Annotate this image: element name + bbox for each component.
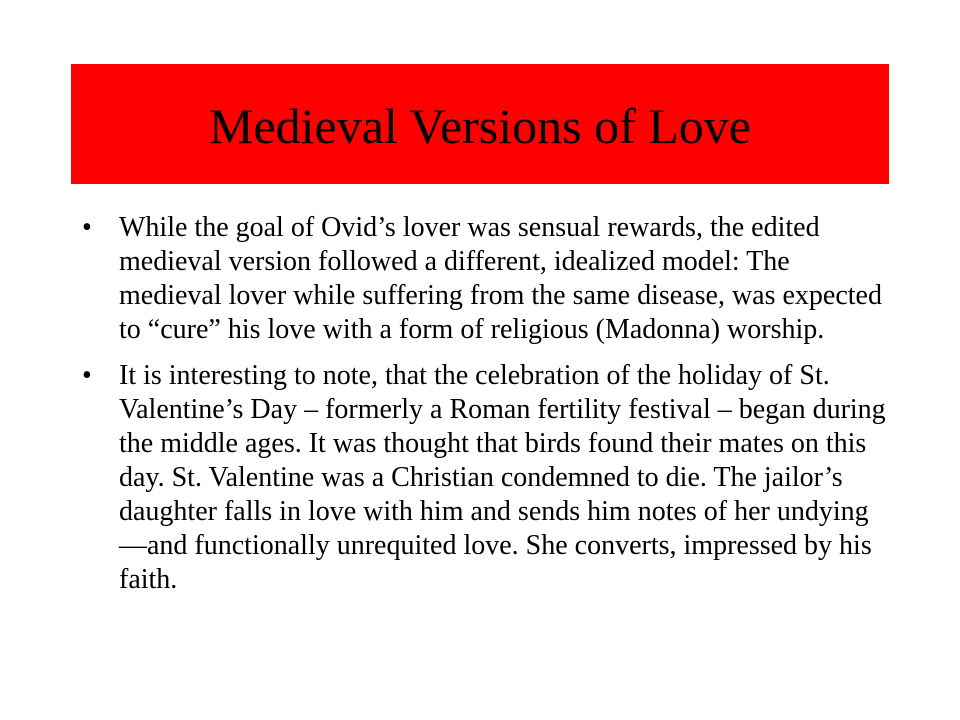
title-banner <box>71 64 889 184</box>
slide-title: Medieval Versions of Love <box>208 98 752 154</box>
bullet-list <box>80 211 892 597</box>
bullet-item-2 <box>80 359 892 597</box>
bullet-dot-icon: • <box>82 360 92 391</box>
bullet-text-1: While the goal of Ovid’s lover was sensual rewards, the edited medieval version followed a different, idealized model: The medieval lover while suffering from the same disease, was expected to “cure” his love with a form of religious (Madonna) worship. <box>119 212 882 345</box>
bullet-text-2: It is interesting to note, that the celebration of the holiday of St. Valentine’s Day – formerly a Roman fertility festival – began during the middle ages. It was thought that birds found their mates on this day. St. Valentine was a Christian condemned to die. The jailor’s daughter falls in love with him and sends him notes of her undying—and functionally unrequited love. She converts, impressed by his faith. <box>119 360 886 595</box>
bullet-item-1 <box>80 211 892 347</box>
bullet-dot-icon: • <box>82 212 92 243</box>
